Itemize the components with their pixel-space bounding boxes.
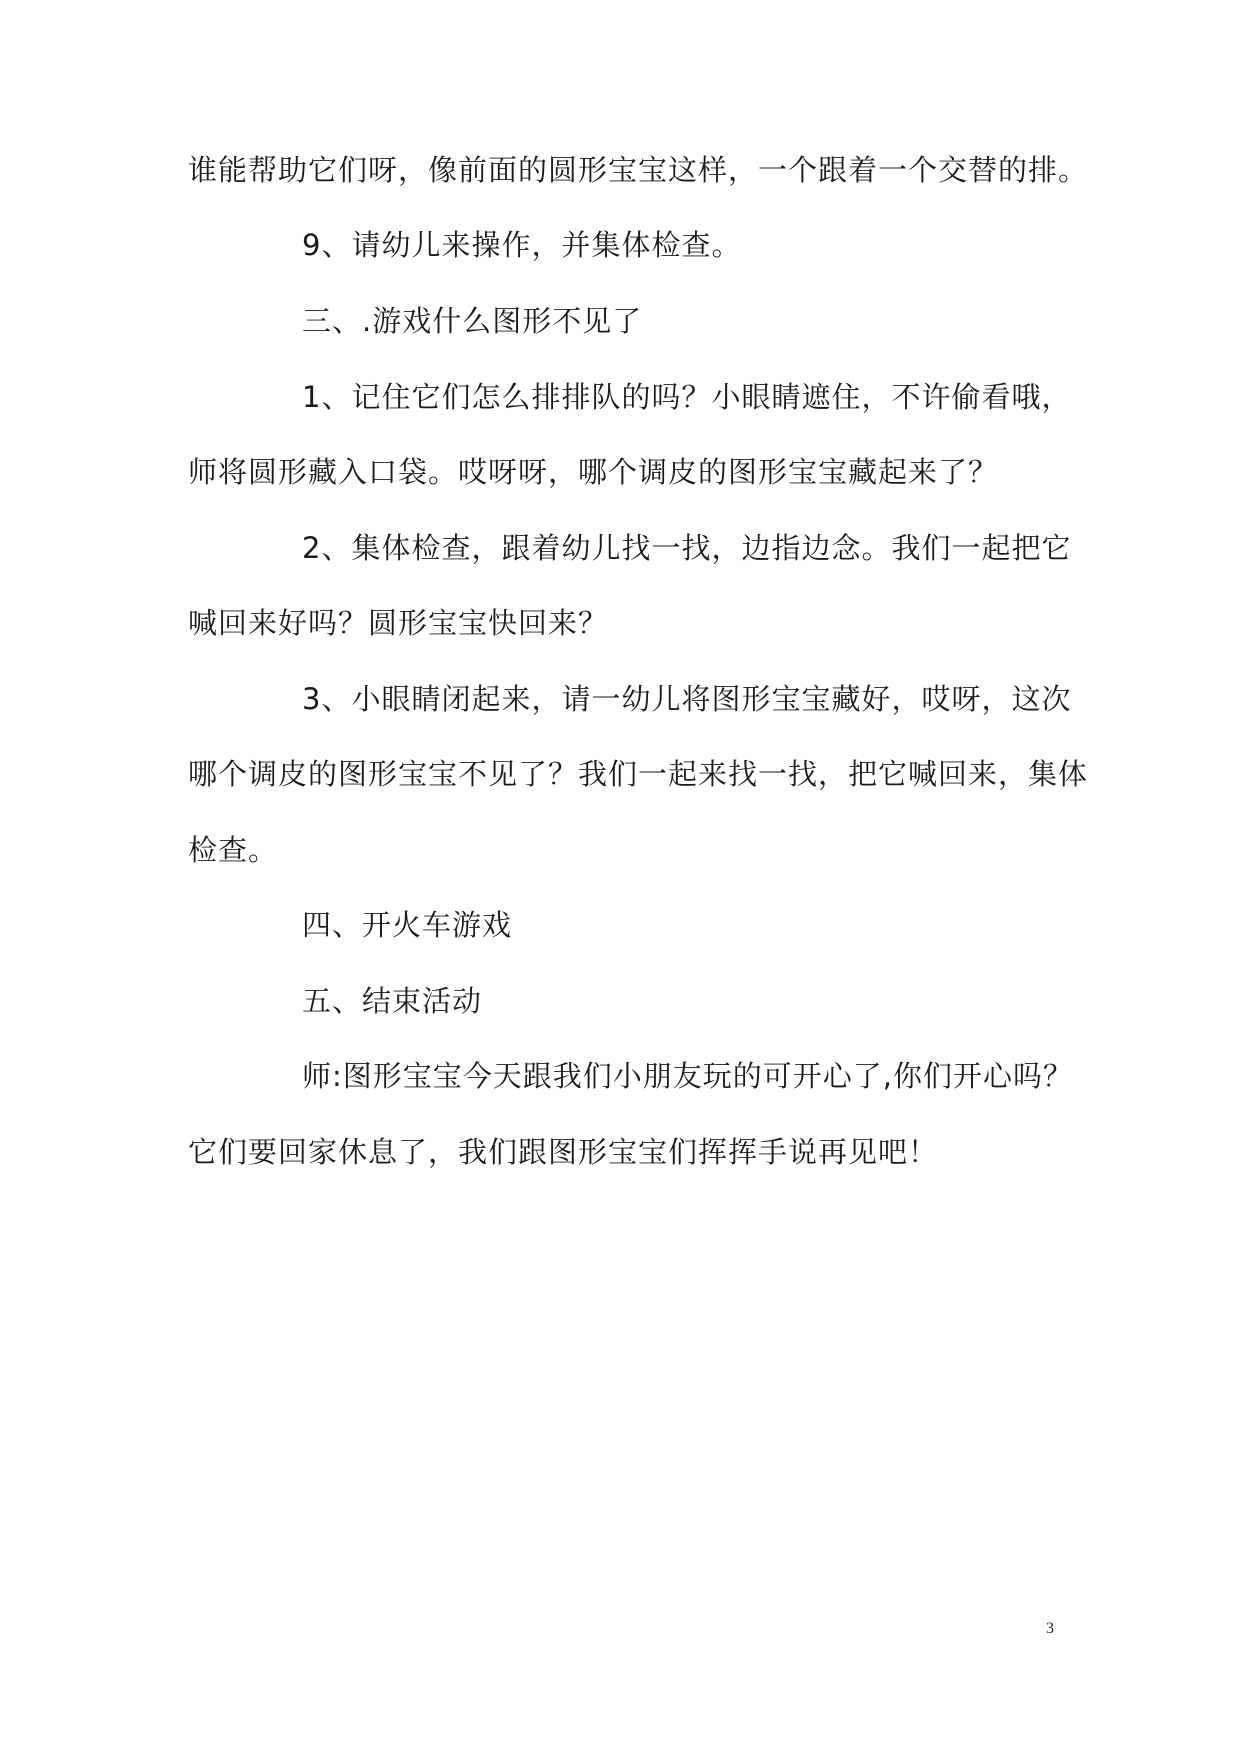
- paragraph-line: 它们要回家休息了，我们跟图形宝宝们挥挥手说再见吧！: [188, 1135, 939, 1169]
- paragraph-line: 检查。: [188, 833, 279, 867]
- section-heading: 四、开火车游戏: [302, 908, 513, 942]
- paragraph-line: 1、记住它们怎么排排队的吗？小眼睛遮住，不许偷看哦，: [302, 380, 1072, 414]
- paragraph-line: 9、请幼儿来操作，并集体检查。: [302, 228, 742, 262]
- paragraph-line: 哪个调皮的图形宝宝不见了？我们一起来找一找，把它喊回来，集体: [188, 757, 1089, 791]
- section-heading: 五、结束活动: [302, 984, 483, 1018]
- paragraph-line: 喊回来好吗？圆形宝宝快回来？: [188, 606, 609, 640]
- section-heading: 三、.游戏什么图形不见了: [302, 304, 643, 338]
- paragraph-line: 师:图形宝宝今天跟我们小朋友玩的可开心了,你们开心吗？: [302, 1059, 1073, 1093]
- page-number: 3: [1046, 1620, 1054, 1637]
- paragraph-line: 谁能帮助它们呀，像前面的圆形宝宝这样，一个跟着一个交替的排。: [188, 153, 1089, 187]
- paragraph-line: 师将圆形藏入口袋。哎呀呀，哪个调皮的图形宝宝藏起来了？: [188, 455, 999, 489]
- paragraph-line: 2、集体检查，跟着幼儿找一找，边指边念。我们一起把它: [302, 531, 1072, 565]
- paragraph-line: 3、小眼睛闭起来，请一幼儿将图形宝宝藏好，哎呀，这次: [302, 682, 1072, 716]
